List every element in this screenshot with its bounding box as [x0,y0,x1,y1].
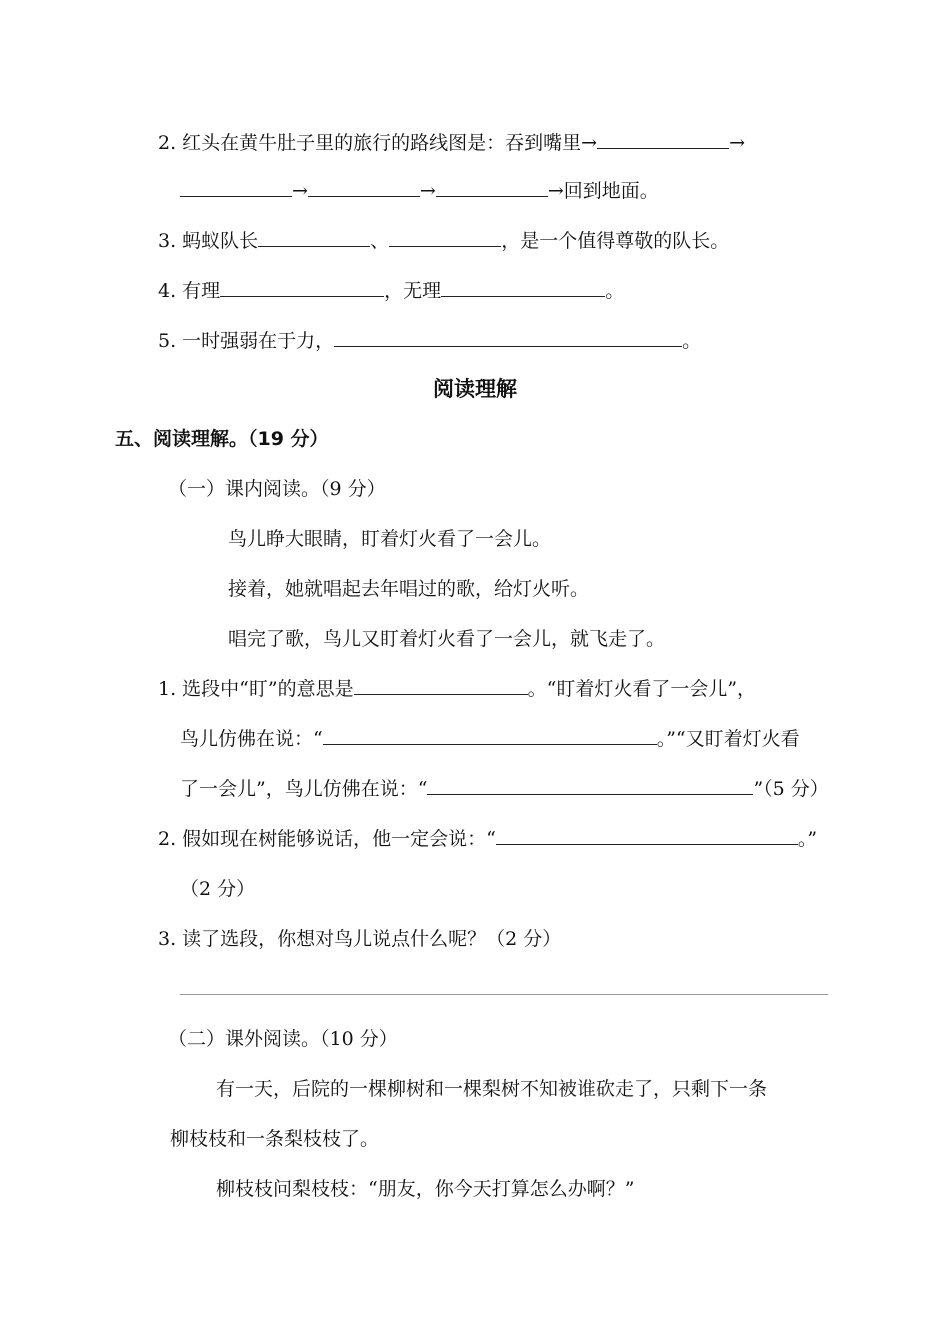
sub1-q3-answer-line[interactable] [180,994,828,995]
q3-blank-1[interactable] [258,228,370,247]
sub1-q1-blank-3[interactable] [427,776,753,795]
sub1-q1-c: 鸟儿仿佛在说：“ [180,728,323,750]
q5-blank[interactable] [334,328,682,347]
sub2-para-2: 柳枝枝问梨枝枝：“朋友，你今天打算怎么办啊？” [216,1178,635,1200]
sub1-q2-line1 [158,826,817,852]
section-title: 阅读理解 [433,377,517,401]
sub2-para-1b: 柳枝枝和一条梨枝枝了。 [170,1128,380,1150]
q3-text-b: ，是一个值得尊敬的队长。 [501,230,730,252]
sub2-para-1a: 有一天，后院的一棵柳树和一棵梨树不知被谁砍走了，只剩下一条 [216,1078,768,1100]
q3-text-a: 3. 蚂蚁队长 [158,230,259,252]
q2-arrow: → [419,180,436,202]
q2-line2 [180,178,659,204]
sub1-q2-blank[interactable] [496,826,798,845]
sub1-q1-line1 [158,676,756,702]
sub1-q2-score: （2 分） [180,878,256,900]
sub1-q1-blank-2[interactable] [323,726,657,745]
sub1-q1-line2 [180,726,800,752]
q5-line [158,328,701,354]
sub1-q1-blank-1[interactable] [354,676,528,695]
sub1-q1-d: 。”“又盯着灯火看 [656,728,800,750]
sub1-q3-line: 3. 读了选段，你想对鸟儿说点什么呢？（2 分） [158,928,562,950]
sub1-q1-line3 [180,776,829,802]
q2-line1 [158,130,745,156]
q5-text-a: 5. 一时强弱在于力， [158,330,335,352]
q2-end: →回到地面。 [547,180,659,202]
passage-line-2: 接着，她就唱起去年唱过的歌，给灯火听。 [228,578,590,600]
q3-sep: 、 [370,230,390,252]
q4-blank-1[interactable] [220,278,384,297]
q2-blank-3[interactable] [308,178,420,197]
sub1-q1-b: 。“盯着灯火看了一会儿”， [527,678,757,700]
q2-arrow: → [292,180,308,202]
q3-line [158,228,729,254]
q4-line [158,278,624,304]
sub1-q1-f: ”（5 分） [753,778,829,800]
q4-blank-2[interactable] [441,278,605,297]
sub1-q2-a: 2. 假如现在树能够说话，他一定会说：“ [158,828,496,850]
q3-blank-2[interactable] [389,228,501,247]
q2-text: 2. 红头在黄牛肚子里的旅行的路线图是：吞到嘴里→ [158,132,598,154]
q5-text-b: 。 [682,330,702,352]
q4-text-c: 。 [605,280,625,302]
q2-blank-1[interactable] [597,130,729,149]
sub2-title: （二）课外阅读。（10 分） [168,1028,398,1050]
sub1-q2-b: 。” [797,828,818,850]
q2-blank-2[interactable] [180,178,292,197]
passage-line-3: 唱完了歌，鸟儿又盯着灯火看了一会儿，就飞走了。 [228,628,666,650]
sub1-q1-e: 了一会儿”，鸟儿仿佛在说：“ [180,778,428,800]
sub1-title: （一）课内阅读。（9 分） [168,478,386,500]
sub1-q1-a: 1. 选段中“盯”的意思是 [158,678,354,700]
q4-text-b: ，无理 [384,280,442,302]
part5-title: 五、阅读理解。（19 分） [115,428,329,450]
q2-arrow: → [729,132,746,154]
passage-line-1: 鸟儿睁大眼睛，盯着灯火看了一会儿。 [228,528,552,550]
q2-blank-4[interactable] [436,178,548,197]
q4-text-a: 4. 有理 [158,280,221,302]
